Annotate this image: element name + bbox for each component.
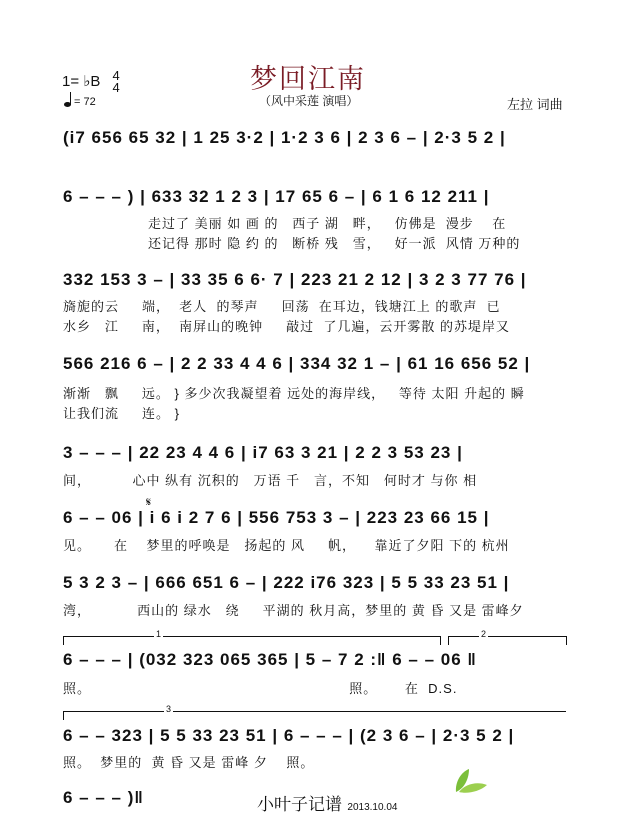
notation-row-2: 6 – – – ) | 633 32 1 2 3 | 17 65 6 – | 6 1 6 12 211 | xyxy=(63,187,490,206)
song-subtitle: （风中采莲 演唱） xyxy=(259,94,359,108)
lyrics-row-3a: 旖旎的云 端， 老人 的琴声 回荡 在耳边，钱塘江上 的歌声 已 xyxy=(63,299,501,314)
credit-text: 小叶子记谱 xyxy=(257,795,342,815)
date-text: 2013.10.04 xyxy=(347,802,398,813)
volta-bracket-2 xyxy=(448,629,567,645)
volta-2-label: 2 xyxy=(481,629,487,639)
lyrics-row-4a: 渐渐 飘 远。 } 多少次我凝望着 远处的海岸线， 等待 太阳 升起的 瞬 xyxy=(63,386,525,401)
time-sig-bottom: 4 xyxy=(112,80,120,95)
key-signature xyxy=(62,70,120,94)
notation-row-10: 6 – – – )‖ xyxy=(63,788,144,807)
notation-row-4: 566 216 6 – | 2 2 33 4 4 6 | 334 32 1 – | 61 16 656 52 | xyxy=(63,354,531,373)
time-sig-top: 4 xyxy=(112,68,120,83)
lyrics-row-2b: 还记得 那时 隐 约 的 断桥 残 雪， 好一派 风情 万种的 xyxy=(148,236,521,251)
notation-row-5: 3 – – – | 22 23 4 4 6 | i7 63 3 21 | 2 2 3 53 23 | xyxy=(63,443,463,462)
notation-row-6: 6 – – 06 | i 6 i 2 7 6 | 556 753 3 – | 223 23 66 15 | xyxy=(63,508,490,527)
volta-bracket-1 xyxy=(63,629,441,645)
notation-row-3: 332 153 3 – | 33 35 6 6· 7 | 223 21 2 12 | 3 2 3 77 76 | xyxy=(63,270,527,289)
lyrics-row-7: 湾， 西山的 绿水 绕 平湖的 秋月高，梦里的 黄 昏 又是 雷峰夕 xyxy=(63,603,524,618)
notation-row-7: 5 3 2 3 – | 666 651 6 – | 222 i76 323 | 5 5 33 23 51 | xyxy=(63,573,510,592)
tempo-marking xyxy=(64,96,96,108)
time-signature xyxy=(113,70,120,94)
lyrics-row-5: 间， 心中 纵有 沉积的 万语 千 言，不知 何时才 与你 相 xyxy=(63,473,478,488)
leaf-icon xyxy=(453,768,489,794)
lyrics-row-3b: 水乡 江 南， 南屏山的晚钟 敲过 了几遍，云开雾散 的苏堤岸又 xyxy=(63,319,511,334)
notation-row-8: 6 – – – | (032 323 065 365 | 5 – 7 2 :‖ 6 – – 06 ‖ xyxy=(63,650,477,669)
footer-credit xyxy=(257,790,397,815)
notation-row-9: 6 – – 323 | 5 5 33 23 51 | 6 – – – | (2 3 6 – | 2·3 5 2 | xyxy=(63,726,515,745)
song-title: 梦回江南 xyxy=(250,64,366,95)
tempo-text: = 72 xyxy=(74,96,96,108)
volta-bracket-3 xyxy=(63,704,566,720)
lyrics-row-2a: 走过了 美丽 如 画 的 西子 湖 畔， 仿佛是 漫步 在 xyxy=(148,216,507,231)
volta-3-label: 3 xyxy=(166,704,172,714)
key-text: 1= ♭B xyxy=(62,72,101,90)
quarter-note-icon xyxy=(64,102,71,107)
volta-1-label: 1 xyxy=(156,629,162,639)
lyrics-row-8: 照。 照。 在 D.S. xyxy=(63,681,458,696)
song-author: 左拉 词曲 xyxy=(507,97,563,112)
lyrics-row-9: 照。 梦里的 黄 昏 又是 雷峰 夕 照。 xyxy=(63,755,315,770)
segno-sign: 𝄋 xyxy=(146,495,152,509)
notation-row-1: (i7 656 65 32 | 1 25 3·2 | 1·2 3 6 | 2 3 6 – | 2·3 5 2 | xyxy=(63,128,506,147)
lyrics-row-6: 见。 在 梦里的呼唤是 扬起的 风 帆， 靠近了夕阳 下的 杭州 xyxy=(63,538,510,553)
lyrics-row-4b: 让我们流 连。 } xyxy=(63,406,181,421)
